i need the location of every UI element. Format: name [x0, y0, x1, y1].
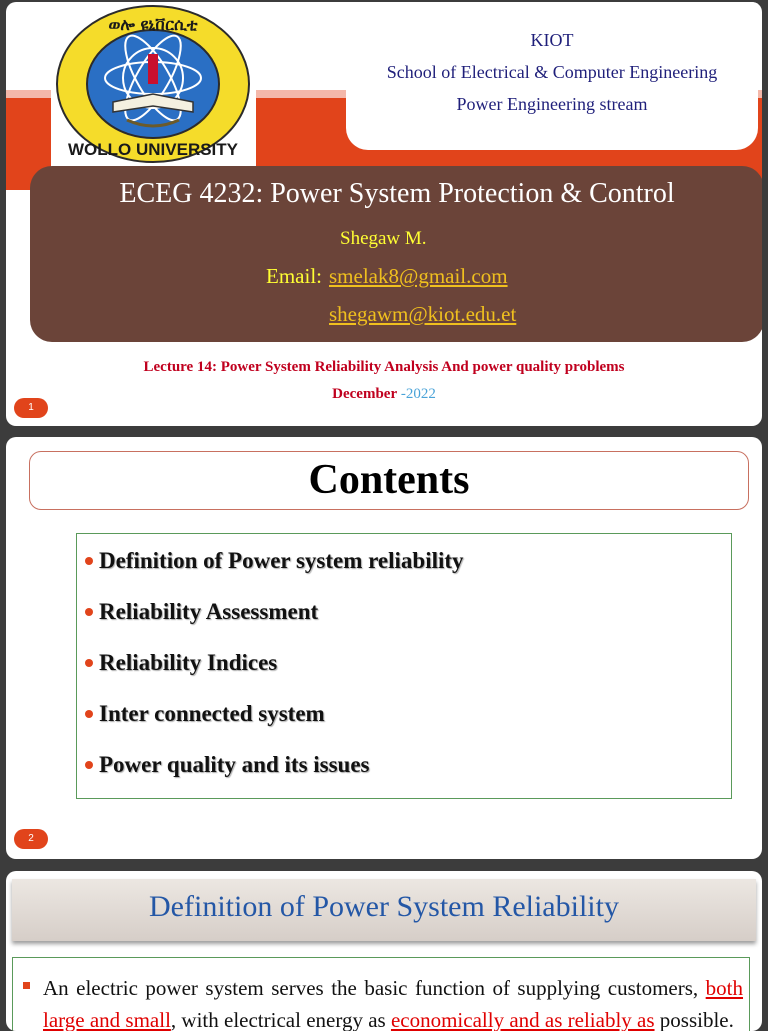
page-number: 2: [14, 829, 48, 849]
author-name: Shegaw M.: [340, 228, 427, 249]
email-link-1[interactable]: smelak8@gmail.com: [329, 264, 508, 288]
contents-list: [76, 533, 732, 799]
list-item: Power quality and its issues: [85, 752, 370, 778]
list-item: Reliability Assessment: [85, 599, 318, 625]
bullet-icon: [85, 761, 93, 769]
list-item: Definition of Power system reliability: [85, 548, 464, 574]
list-item: Reliability Indices: [85, 650, 277, 676]
email-label: Email:: [266, 264, 322, 288]
lecture-date: [6, 386, 762, 403]
definition-title-box: [12, 879, 756, 941]
date-year: -2022: [397, 386, 436, 402]
contents-title: Contents: [308, 457, 470, 503]
slide-2: [6, 437, 762, 859]
list-item: Inter connected system: [85, 701, 325, 727]
bullet-icon: [23, 982, 30, 989]
definition-paragraph: An electric power system serves the basic function of supplying customers, both large and small, with electrical energy as economically and as reliably as possible.: [43, 976, 744, 1031]
logo-text-top: ወሎ ዩኒቨርሲቲ: [108, 15, 198, 34]
lecture-title: Lecture 14: Power System Reliability Analysis And power quality problems: [143, 359, 625, 375]
bullet-icon: [85, 710, 93, 718]
course-title: ECEG 4232: Power System Protection & Control: [119, 178, 675, 209]
slide-1: [6, 2, 762, 426]
bullet-icon: [85, 659, 93, 667]
bullet-icon: [85, 557, 93, 565]
bullet-icon: [85, 608, 93, 616]
institute-line: School of Electrical & Computer Engineering: [386, 62, 718, 82]
university-logo: [51, 2, 256, 167]
course-box: [30, 166, 762, 342]
institution-box: [346, 2, 758, 150]
email-link-2[interactable]: shegawm@kiot.edu.et: [329, 302, 517, 326]
definition-body: [12, 957, 750, 1031]
logo-text-bottom: WOLLO UNIVERSITY: [68, 140, 238, 159]
institute-line: Power Engineering stream: [456, 94, 648, 114]
date-month: December: [332, 386, 398, 402]
slide-3: [6, 871, 762, 1031]
contents-title-box: [29, 451, 749, 510]
institute-line: KIOT: [530, 30, 574, 50]
definition-title: Definition of Power System Reliability: [149, 890, 619, 923]
page-number: 1: [14, 398, 48, 418]
